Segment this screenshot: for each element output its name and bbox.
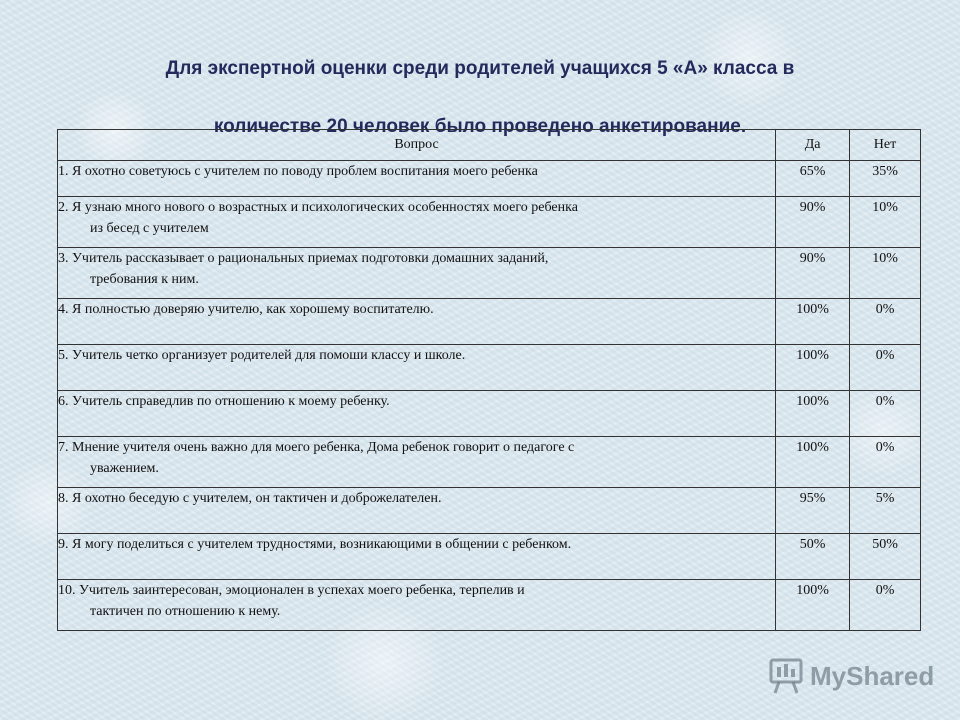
- question-text: 3. Учитель рассказывает о рациональных приемах подготовки домашних заданий,: [58, 251, 549, 266]
- yes-cell: 100%: [776, 437, 850, 488]
- question-cell: [58, 488, 776, 534]
- question-text: 8. Я охотно беседую с учителем, он тактичен и доброжелателен.: [58, 491, 442, 506]
- header-no: Нет: [850, 130, 921, 161]
- question-text: 2. Я узнаю много нового о возрастных и психологических особенностях моего ребенка: [58, 200, 578, 215]
- table-row: [58, 248, 921, 299]
- yes-cell: 95%: [776, 488, 850, 534]
- question-text-cont: из бесед с учителем: [90, 221, 209, 236]
- header-yes: Да: [776, 130, 850, 161]
- question-text: 6. Учитель справедлив по отношению к моему ребенку.: [58, 394, 390, 409]
- survey-table: [57, 129, 921, 631]
- yes-cell: 100%: [776, 580, 850, 631]
- no-cell: 0%: [850, 580, 921, 631]
- table-row: [58, 391, 921, 437]
- no-cell: 0%: [850, 391, 921, 437]
- table-row: [58, 161, 921, 197]
- no-cell: 5%: [850, 488, 921, 534]
- watermark-text: MyShared: [810, 660, 935, 691]
- yes-cell: 50%: [776, 534, 850, 580]
- question-text-cont: требования к ним.: [90, 272, 199, 287]
- no-cell: 50%: [850, 534, 921, 580]
- no-cell: 0%: [850, 437, 921, 488]
- question-cell: [58, 248, 776, 299]
- header-question: Вопрос: [58, 130, 776, 161]
- presentation-board-icon: [768, 657, 804, 695]
- question-cell: [58, 580, 776, 631]
- no-cell: 35%: [850, 161, 921, 197]
- question-text-cont: тактичен по отношению к нему.: [90, 604, 281, 619]
- yes-cell: 90%: [776, 197, 850, 248]
- table-row: [58, 197, 921, 248]
- yes-cell: 100%: [776, 345, 850, 391]
- table-header-row: [58, 130, 921, 161]
- table-row: [58, 345, 921, 391]
- question-cell: [58, 437, 776, 488]
- question-text: 10. Учитель заинтересован, эмоционален в успехах моего ребенка, терпелив и: [58, 583, 525, 598]
- table-row: [58, 437, 921, 488]
- question-text: 4. Я полностью доверяю учителю, как хорошему воспитателю.: [58, 302, 434, 317]
- no-cell: 0%: [850, 299, 921, 345]
- question-cell: [58, 299, 776, 345]
- question-text: 5. Учитель четко организует родителей для помоши классу и школе.: [58, 348, 466, 363]
- yes-cell: 100%: [776, 391, 850, 437]
- question-cell: [58, 534, 776, 580]
- table-row: [58, 534, 921, 580]
- question-cell: [58, 197, 776, 248]
- watermark: [768, 656, 934, 696]
- question-text-cont: уважением.: [90, 461, 159, 476]
- table-row: [58, 299, 921, 345]
- title-line-1: Для экспертной оценки среди родителей учащихся 5 «А» класса в: [165, 58, 795, 79]
- question-cell: [58, 391, 776, 437]
- question-text: 9. Я могу поделиться с учителем трудностями, возникающими в общении с ребенком.: [58, 537, 572, 552]
- no-cell: 10%: [850, 248, 921, 299]
- title-line-2: количестве 20 человек было проведено анкетирование.: [213, 116, 747, 137]
- yes-cell: 100%: [776, 299, 850, 345]
- no-cell: 10%: [850, 197, 921, 248]
- no-cell: 0%: [850, 345, 921, 391]
- question-text: 1. Я охотно советуюсь с учителем по поводу проблем воспитания моего ребенка: [58, 164, 538, 179]
- question-text: 7. Мнение учителя очень важно для моего ребенка, Дома ребенок говорит о педагоге с: [58, 440, 575, 455]
- yes-cell: 90%: [776, 248, 850, 299]
- question-cell: [58, 345, 776, 391]
- table-row: [58, 580, 921, 631]
- yes-cell: 65%: [776, 161, 850, 197]
- table-row: [58, 488, 921, 534]
- question-cell: [58, 161, 776, 197]
